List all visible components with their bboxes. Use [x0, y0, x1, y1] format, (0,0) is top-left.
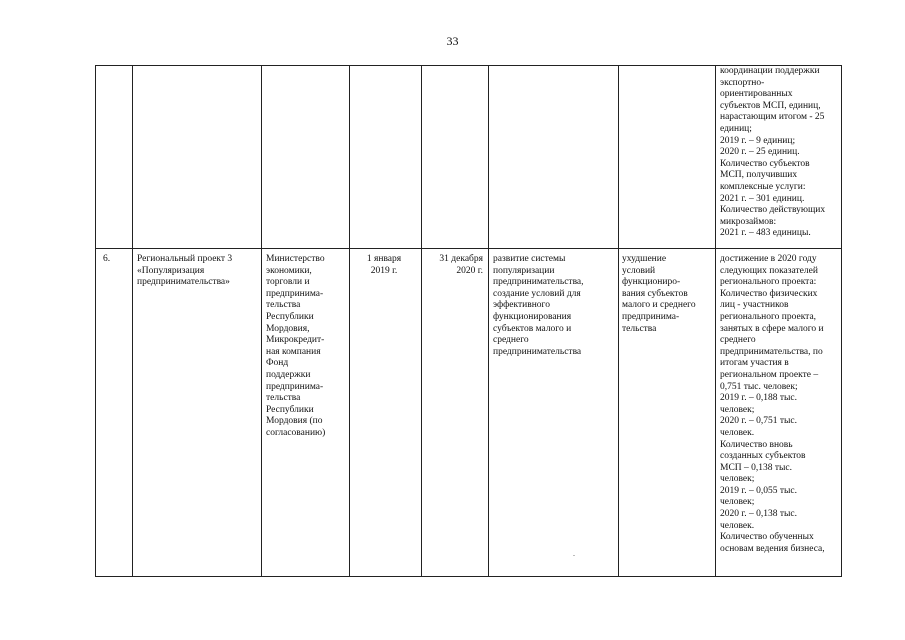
start-date: 1 января 2019 г.: [366, 254, 402, 276]
expected-result: развитие системы популяризации предпринимательства, создание условий для эффективного функционирования субъектов малого и среднего предпринимательства: [493, 254, 584, 357]
column-divider: [349, 65, 350, 577]
responsible-executor: Министерство экономики, торговли и предпринима- тельства Республики Мордовия, Микрокредит- ная компания Фонд поддержки предпринима- тельства Республики Мордовия (по согласованию): [266, 254, 326, 438]
consequences: ухудшение условий функциониро- вания субъектов малого и среднего предпринима- тельства: [622, 254, 696, 334]
table-border-bottom: [95, 576, 842, 577]
row-number: 6.: [103, 254, 111, 264]
table-border-right: [841, 65, 842, 577]
project-name: Региональный проект 3 «Популяризация предпринимательства»: [137, 254, 233, 288]
continuation-indicators: координации поддержки экспортно- ориентированных субъектов МСП, единиц, нарастающим итогом - 25 единиц; 2019 г. – 9 единиц; 2020 г. – 25 единиц. Количество субъектов МСП, получивших комплексные услуги: 2021 г. – 301 единиц. Количество действующих микрозаймов: 2021 г. – 483 единицы.: [720, 66, 826, 239]
end-date: 31 декабря 2020 г.: [439, 254, 483, 276]
table-border-left: [95, 65, 96, 577]
document-table: [95, 65, 842, 577]
column-divider: [488, 65, 489, 577]
row-divider: [95, 248, 842, 249]
column-divider: [618, 65, 619, 577]
column-divider: [421, 65, 422, 577]
page-number: 33: [446, 34, 459, 48]
indicators: достижение в 2020 году следующих показателей регионального проекта: Количество физических лиц - участников регионального проекта, занятых в сфере малого и среднего предпринимательства, по итогам участия в региональном проекте – 0,751 тыс. человек; 2019 г. – 0,188 тыс. человек; 2020 г. – 0,751 тыс. человек. Количество вновь созданных субъектов МСП – 0,138 тыс. человек; 2019 г. – 0,055 тыс. человек; 2020 г. – 0,138 тыс. человек. Количество обученных основам ведения бизнеса,: [720, 254, 825, 554]
column-divider: [132, 65, 133, 577]
scan-speck: [573, 555, 575, 556]
column-divider: [715, 65, 716, 577]
column-divider: [261, 65, 262, 577]
